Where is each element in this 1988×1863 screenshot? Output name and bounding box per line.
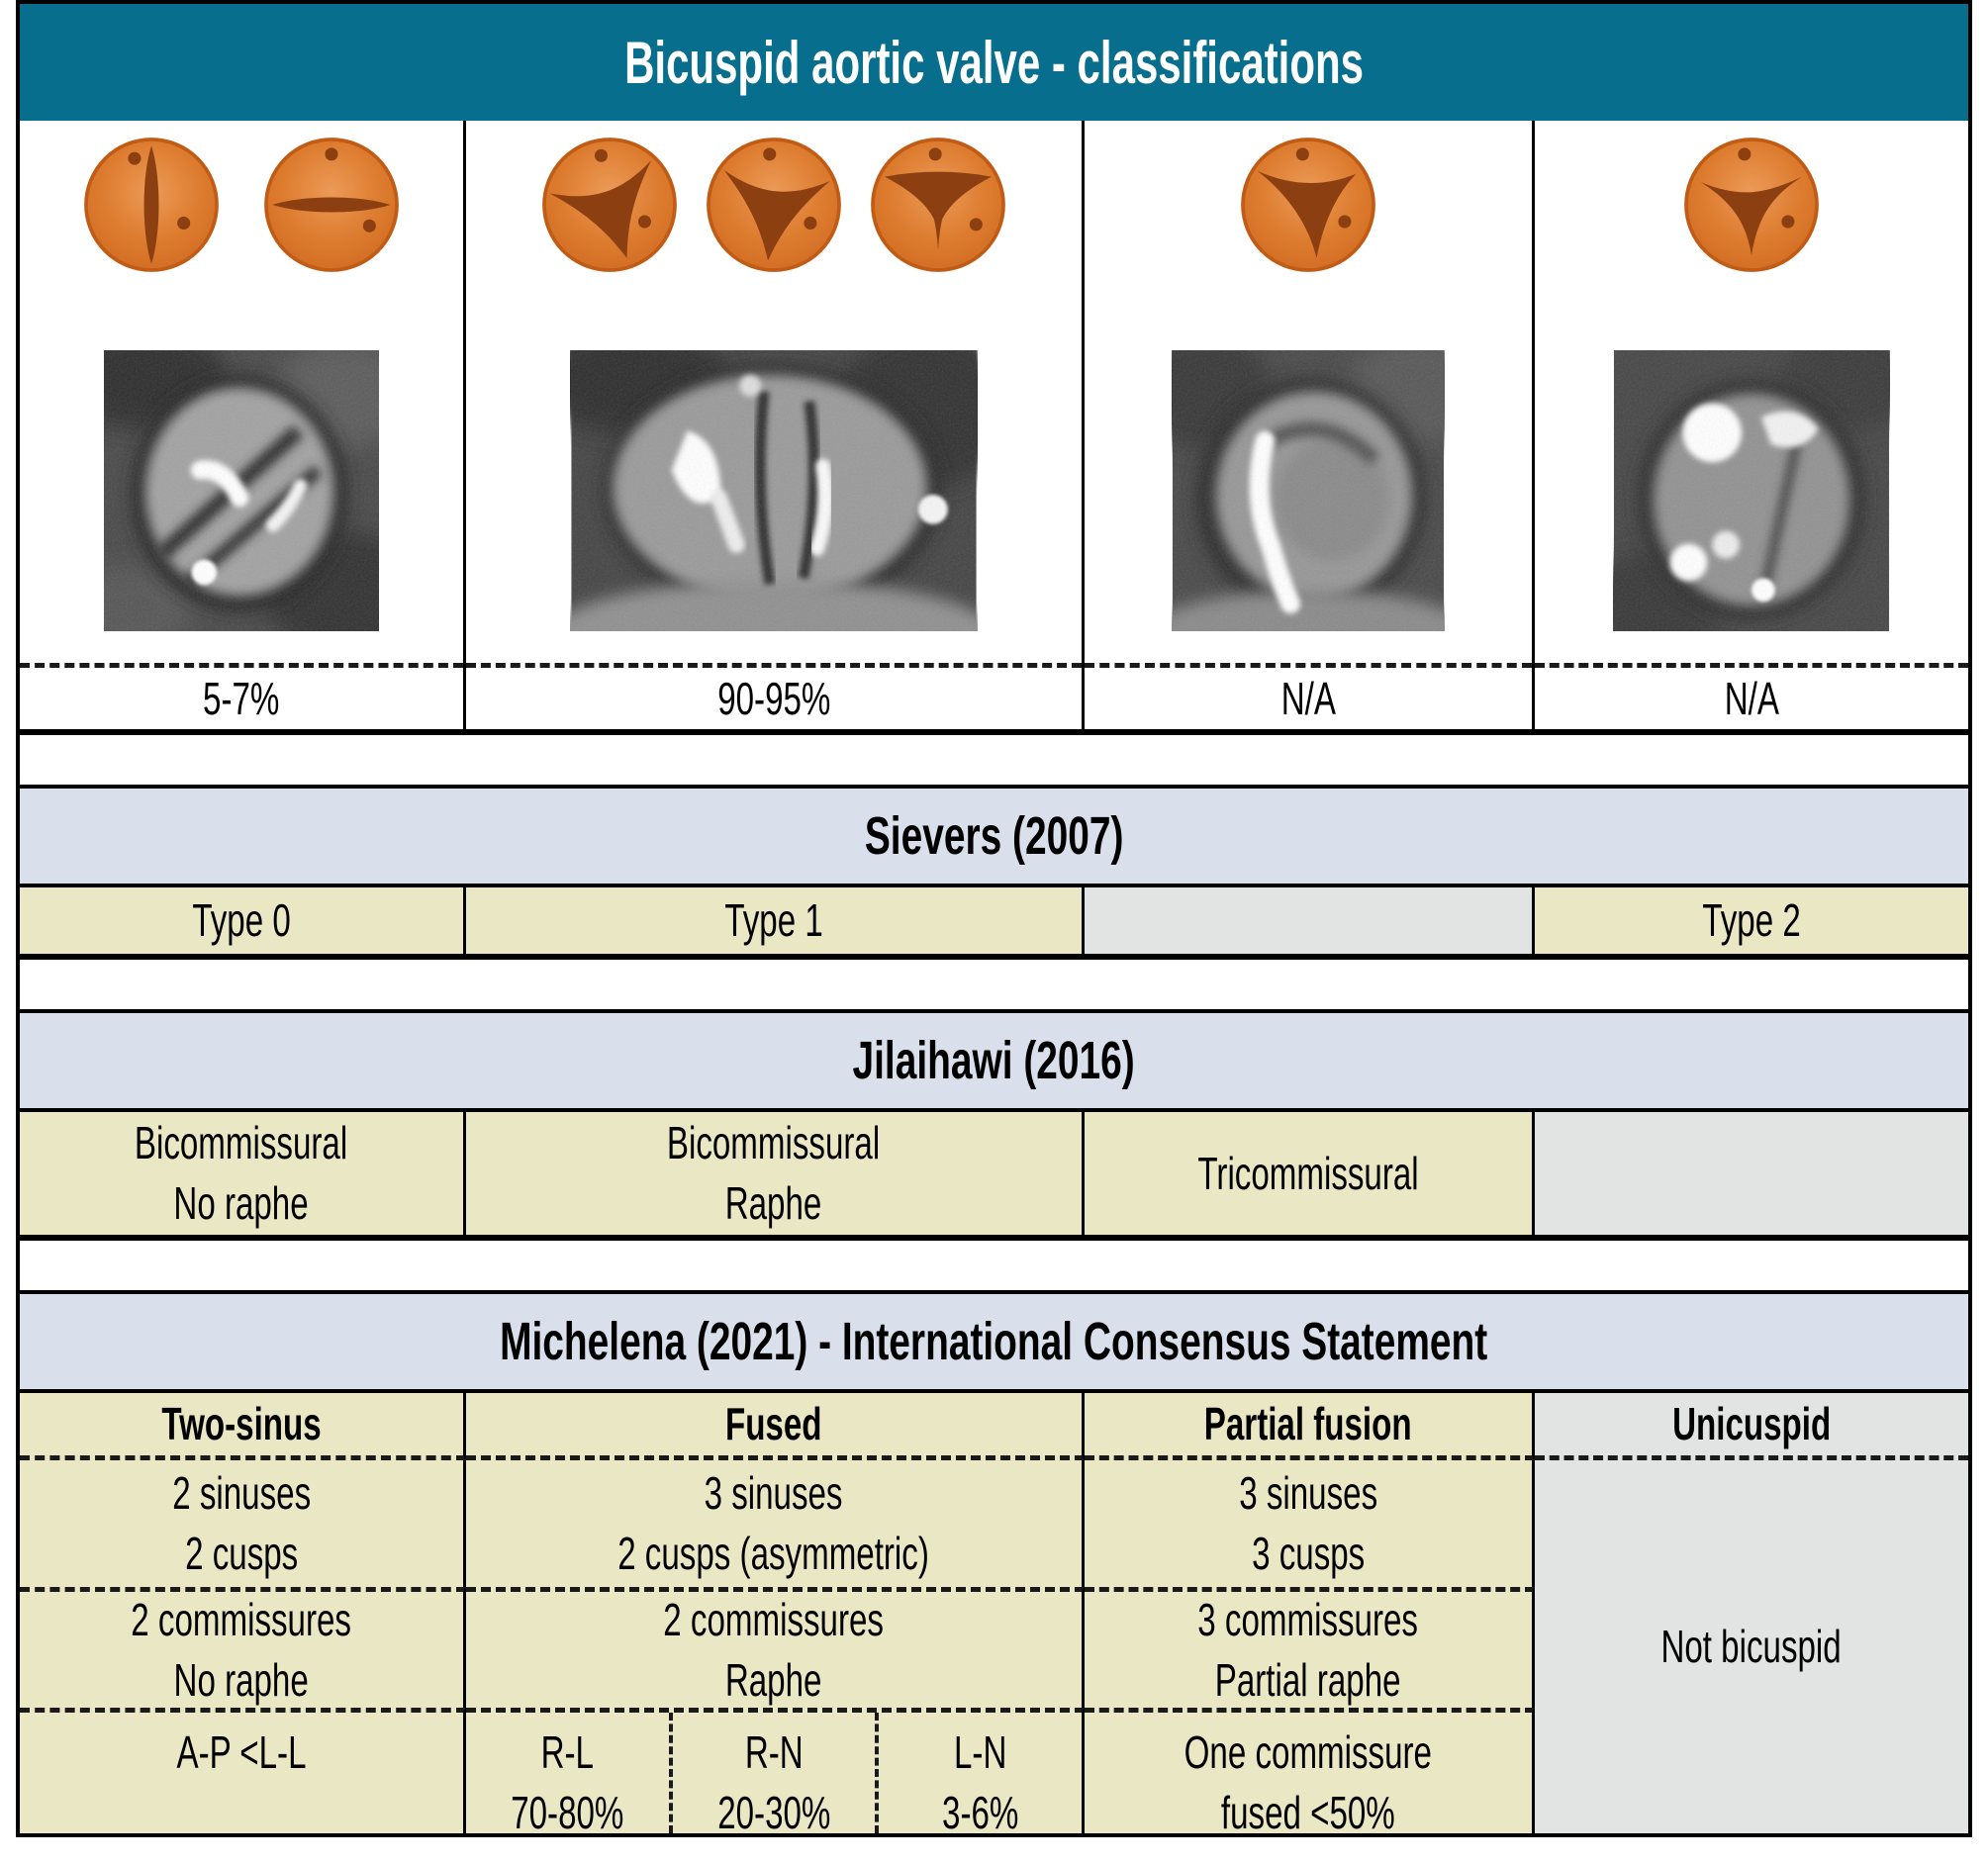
jilaihawi-cell-bicommissural-raphe	[466, 1112, 1085, 1235]
michelena-cell-partial-sinuses	[1085, 1460, 1535, 1587]
michelena-colheader-two-sinus	[20, 1393, 466, 1460]
michelena-section	[20, 1290, 1968, 1838]
michelena-cell-fused-sinuses	[466, 1460, 1085, 1587]
sievers-header: Sievers (2007)	[864, 806, 1124, 866]
morphology-column-unicuspid	[1535, 121, 1968, 729]
michelena-cell-not-bicuspid	[1535, 1460, 1968, 1833]
cell-text: Two-sinus	[161, 1398, 322, 1450]
cell-text: Type 2	[1702, 894, 1801, 947]
valve-icons-row	[1535, 121, 1968, 350]
cell-text: Type 1	[724, 894, 823, 947]
michelena-cell-fused-commissures	[466, 1587, 1085, 1708]
valve-two-sinus-ap-icon	[81, 135, 222, 275]
cell-text: Partial fusion	[1204, 1398, 1412, 1450]
sievers-cell-type1	[466, 887, 1085, 954]
jilaihawi-section	[20, 1009, 1968, 1241]
jilaihawi-header: Jilaihawi (2016)	[852, 1031, 1136, 1090]
valve-icons-row	[1085, 121, 1532, 350]
michelena-colheader-partial-fusion	[1085, 1393, 1535, 1460]
valve-icons-row	[466, 121, 1082, 350]
sievers-section	[20, 785, 1968, 960]
michelena-colheader-unicuspid	[1535, 1393, 1968, 1460]
michelena-band	[20, 1290, 1968, 1393]
valve-partial-fusion-icon	[1238, 135, 1378, 275]
bav-classification-figure	[16, 0, 1972, 1837]
ct-image-row	[466, 350, 1082, 663]
ct-image-partial-fusion	[1172, 350, 1445, 631]
sievers-cell-type2	[1535, 887, 1968, 954]
valve-icons-row	[20, 121, 463, 350]
michelena-grid	[20, 1393, 1968, 1838]
prevalence-cell	[1085, 663, 1532, 729]
fused-subtype-ln	[875, 1713, 1082, 1838]
cell-text: L-N 3-6%	[942, 1726, 1019, 1838]
cell-text: 2 commissures No raphe	[131, 1593, 352, 1706]
michelena-header: Michelena (2021) - International Consensus Statement	[500, 1312, 1488, 1371]
cell-text: 3 sinuses 2 cusps (asymmetric)	[617, 1467, 930, 1579]
cell-text: R-N 20-30%	[716, 1726, 831, 1838]
prevalence-cell	[1535, 663, 1968, 729]
fused-subtype-rl	[466, 1713, 669, 1838]
prevalence-value: 90-95%	[716, 673, 831, 724]
valve-fused-rn-icon	[704, 135, 844, 275]
michelena-colheader-fused	[466, 1393, 1085, 1460]
ct-image-row	[20, 350, 463, 663]
figure-title: Bicuspid aortic valve - classifications	[624, 29, 1364, 96]
michelena-cell-partial-subtype	[1085, 1708, 1535, 1838]
valve-unicuspid-icon	[1681, 135, 1822, 275]
morphology-column-fused	[466, 121, 1085, 729]
cell-text: 3 commissures Partial raphe	[1197, 1593, 1419, 1706]
sievers-cell-type0	[20, 887, 466, 954]
cell-text: Type 0	[192, 894, 291, 947]
section-gap	[20, 960, 1968, 1009]
ct-image-fused	[570, 350, 978, 631]
ct-image-two-sinus	[104, 350, 379, 631]
valve-fused-rl-icon	[539, 135, 680, 275]
ct-image-unicuspid	[1613, 350, 1890, 631]
cell-text: Not bicuspid	[1660, 1621, 1843, 1673]
prevalence-cell	[466, 663, 1082, 729]
sievers-row	[20, 887, 1968, 960]
ct-image-row	[1085, 350, 1532, 663]
figure-title-bar	[20, 4, 1968, 121]
ct-image-row	[1535, 350, 1968, 663]
cell-text: Bicommissural Raphe	[667, 1117, 881, 1229]
jilaihawi-band	[20, 1009, 1968, 1112]
jilaihawi-row	[20, 1112, 1968, 1241]
morphology-section	[20, 121, 1968, 735]
cell-text: Tricommissural	[1197, 1147, 1419, 1199]
prevalence-value: N/A	[1724, 673, 1779, 724]
michelena-cell-two-sinus-sinuses	[20, 1460, 466, 1587]
prevalence-value: 5-7%	[203, 673, 280, 724]
jilaihawi-cell-tricommissural	[1085, 1112, 1535, 1235]
morphology-column-partial-fusion	[1085, 121, 1535, 729]
jilaihawi-cell-bicommissural-no-raphe	[20, 1112, 466, 1235]
michelena-cell-two-sinus-commissures	[20, 1587, 466, 1708]
morphology-column-two-sinus	[20, 121, 466, 729]
cell-text: A-P <L-L	[176, 1726, 307, 1778]
prevalence-value: N/A	[1280, 673, 1336, 724]
michelena-cell-fused-subtypes	[466, 1708, 1085, 1838]
sievers-band	[20, 785, 1968, 887]
cell-text: Fused	[725, 1398, 822, 1450]
cell-text: 2 sinuses 2 cusps	[172, 1467, 311, 1579]
sievers-cell-empty	[1085, 887, 1535, 954]
cell-text: One commissure fused <50%	[1183, 1726, 1433, 1838]
jilaihawi-cell-empty	[1535, 1112, 1968, 1235]
michelena-cell-two-sinus-subtype	[20, 1708, 466, 1833]
cell-text: R-L 70-80%	[511, 1726, 624, 1838]
valve-two-sinus-lateral-icon	[261, 135, 402, 275]
section-gap	[20, 735, 1968, 785]
cell-text: 2 commissures Raphe	[663, 1593, 885, 1706]
cell-text: Bicommissural No raphe	[135, 1117, 348, 1229]
michelena-cell-partial-commissures	[1085, 1587, 1535, 1708]
fused-subtype-rn	[669, 1713, 876, 1838]
prevalence-cell	[20, 663, 463, 729]
valve-fused-ln-icon	[868, 135, 1008, 275]
cell-text: 3 sinuses 3 cusps	[1239, 1467, 1377, 1579]
cell-text: Unicuspid	[1671, 1398, 1832, 1450]
section-gap	[20, 1241, 1968, 1290]
